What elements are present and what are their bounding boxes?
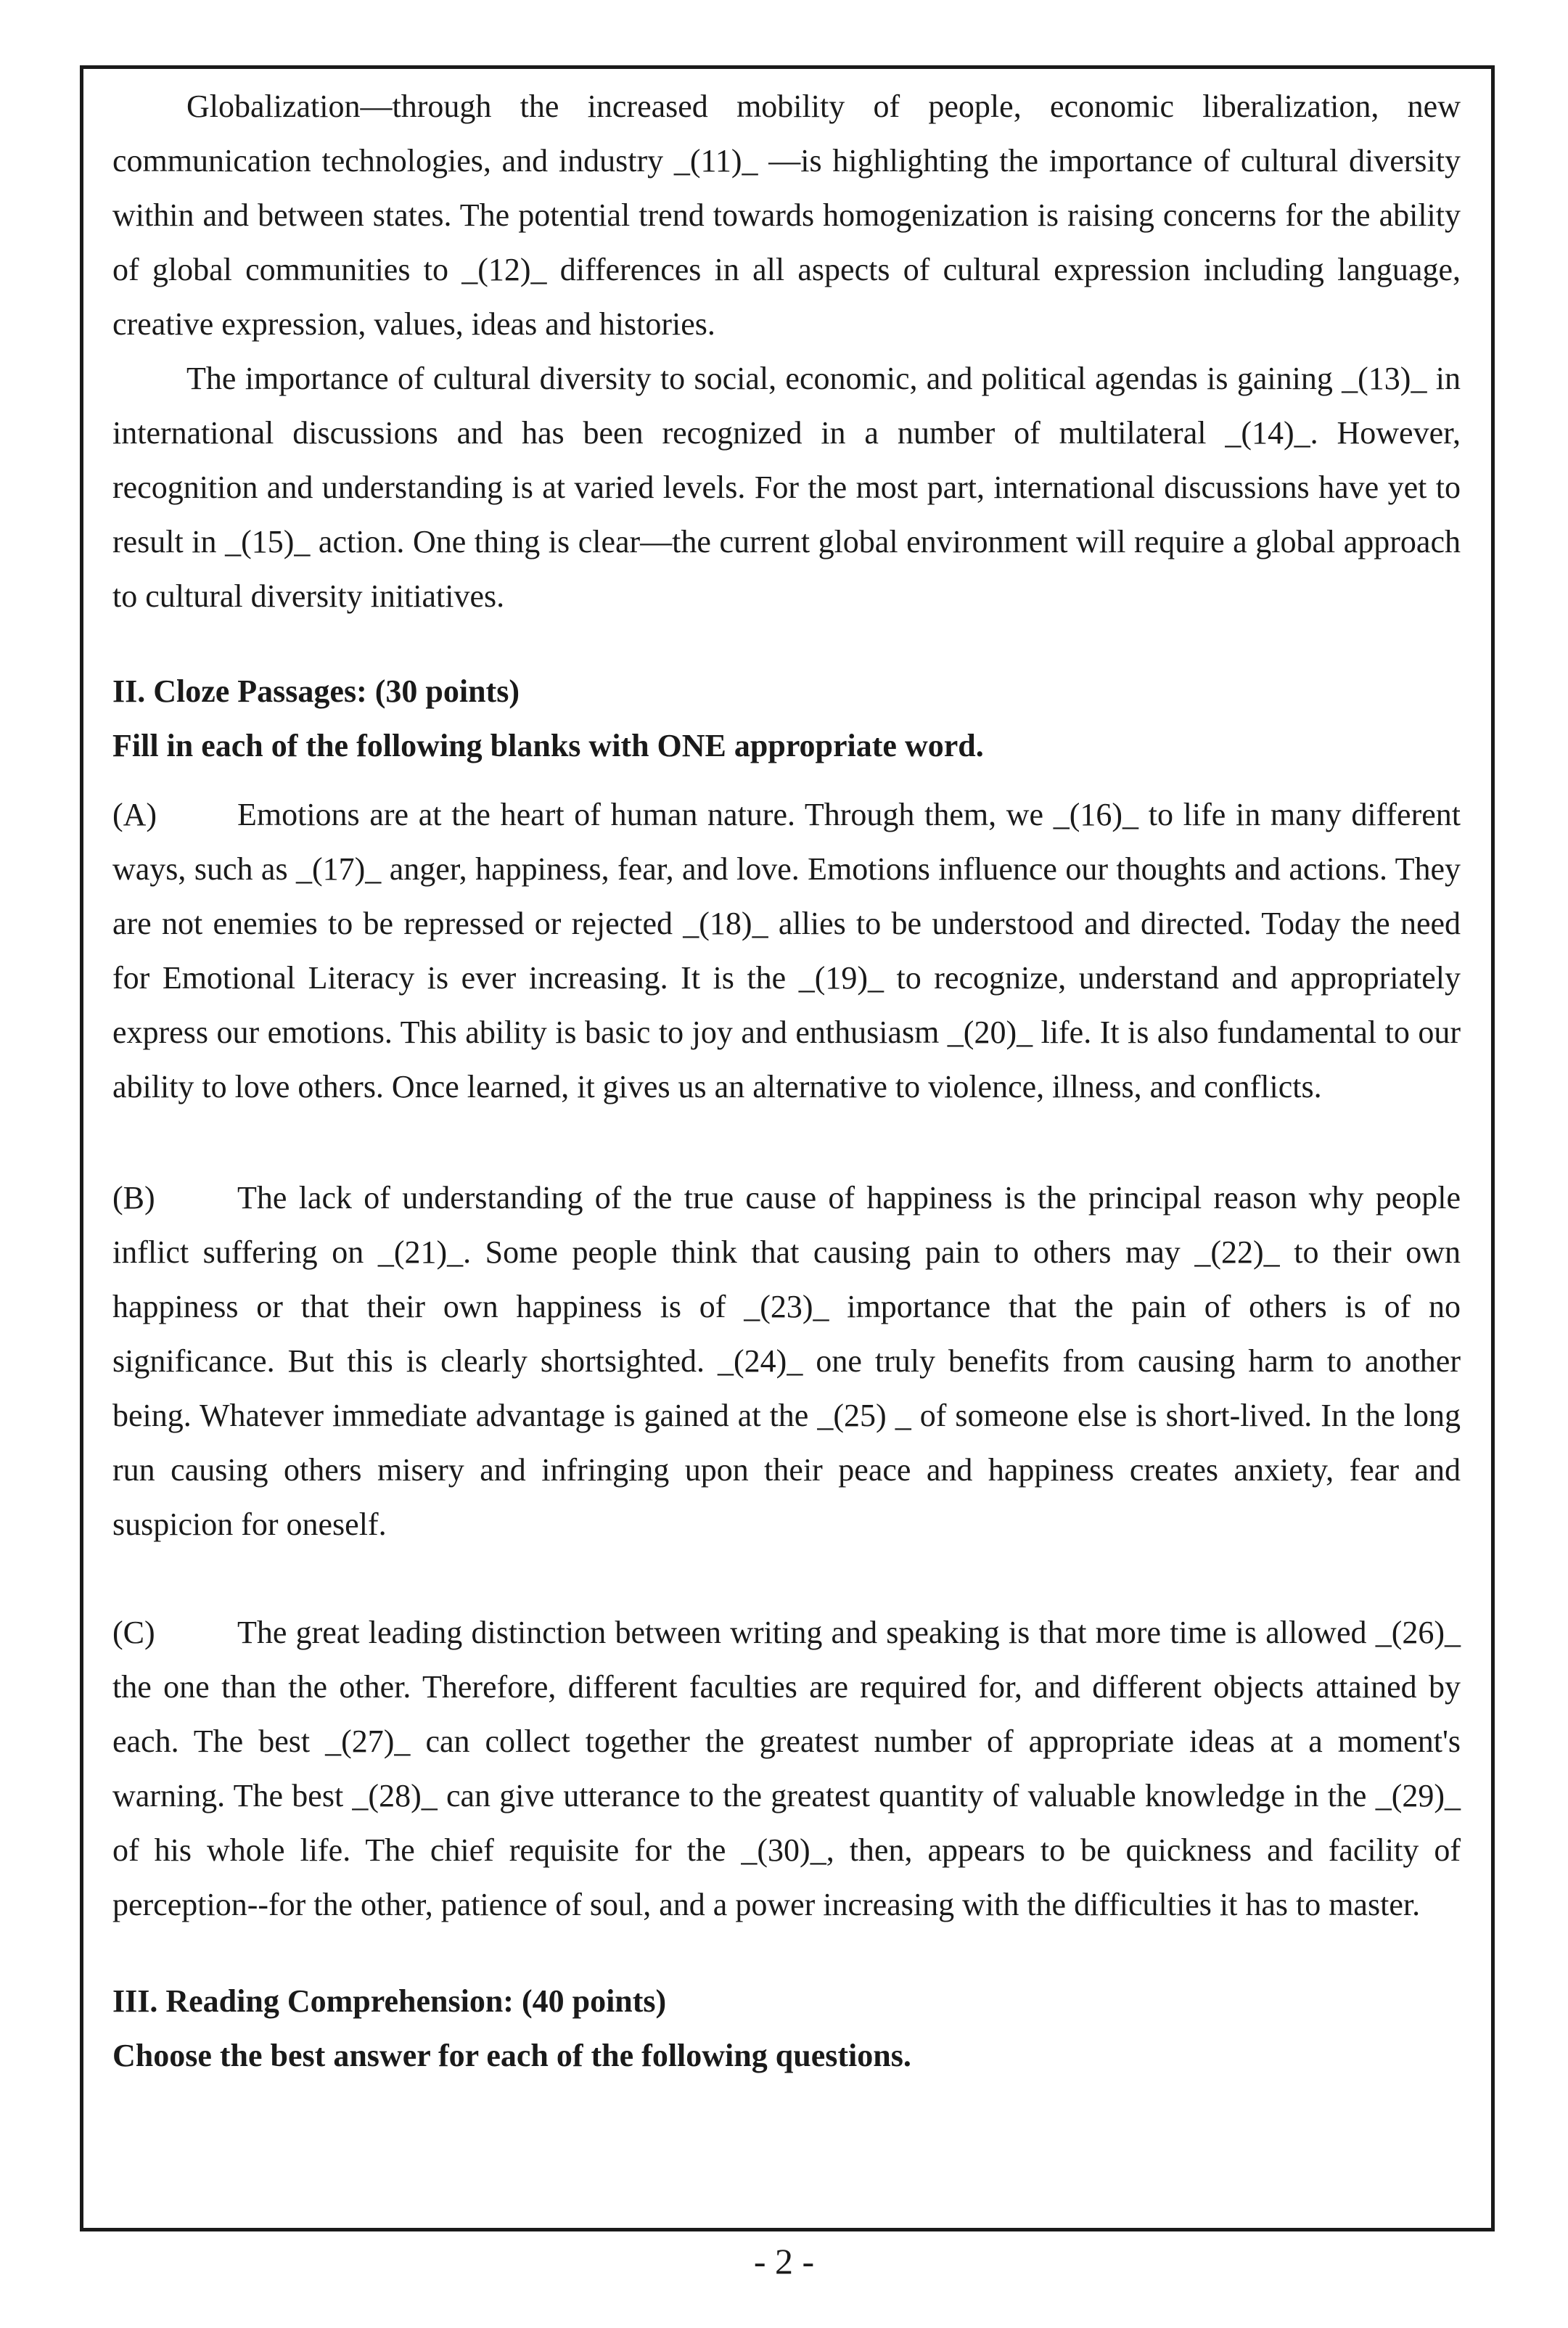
cloze-passage-a	[112, 787, 1461, 1114]
section-3-instruction: Choose the best answer for each of the following questions.	[112, 2038, 911, 2073]
passage-label-c: (C)	[112, 1615, 155, 1650]
section-2-instruction: Fill in each of the following blanks with ONE appropriate word.	[112, 728, 984, 763]
passage-text-c: The great leading distinction between writing and speaking is that more time is allowed _(26)_ the one than the other. Therefore, different faculties are required for, and different objects attained by each. The best _(27)_ can collect together the greatest number of appropriate ideas at a moment's warning. The best _(28)_ can give utterance to the greatest quantity of valuable knowledge in the _(29)_ of his whole life. The chief requisite for the _(30)_, then, appears to be quickness and facility of perception--for the other, patience of soul, and a power increasing with the difficulties it has to master.	[112, 1615, 1461, 1922]
cloze-passage-c	[112, 1605, 1461, 1932]
section-2-title: II. Cloze Passages: (30 points)	[112, 673, 520, 709]
passage-text-a: Emotions are at the heart of human nature. Through them, we _(16)_ to life in many different ways, such as _(17)_ anger, happiness, fear, and love. Emotions influence our thoughts and actions. They are not enemies to be repressed or rejected _(18)_ allies to be understood and directed. Today the need for Emotional Literacy is ever increasing. It is the _(19)_ to recognize, understand and appropriately express our emotions. This ability is basic to joy and enthusiasm _(20)_ life. It is also fundamental to our ability to love others. Once learned, it gives us an alternative to violence, illness, and conflicts.	[112, 797, 1461, 1104]
exam-page-frame	[80, 65, 1495, 2231]
passage-label-a: (A)	[112, 797, 157, 832]
passage-paragraph-2: The importance of cultural diversity to social, economic, and political agendas is gaining _(13)_ in international discussions and has been recognized in a number of multilateral _(14)_. However, recognition and understanding is at varied levels. For the most part, international discussions have yet to result in _(15)_ action. One thing is clear—the current global environment will require a global approach to cultural diversity initiatives.	[112, 361, 1461, 614]
section-3-title: III. Reading Comprehension: (40 points)	[112, 1983, 667, 2019]
cloze-passage-b	[112, 1171, 1461, 1552]
passage-label-b: (B)	[112, 1180, 155, 1216]
page-number: - 2 -	[753, 2241, 815, 2282]
passage-paragraph-1: Globalization—through the increased mobility of people, economic liberalization, new communication technologies, and industry _(11)_ —is highlighting the importance of cultural diversity within and between states. The potential trend towards homogenization is raising concerns for the ability of global communities to _(12)_ differences in all aspects of cultural expression including language, creative expression, values, ideas and histories.	[112, 89, 1461, 342]
passage-text-b: The lack of understanding of the true cause of happiness is the principal reason why people inflict suffering on _(21)_. Some people think that causing pain to others may _(22)_ to their own happiness or that their own happiness is of _(23)_ importance that the pain of others is of no significance. But this is clearly shortsighted. _(24)_ one truly benefits from causing harm to another being. Whatever immediate advantage is gained at the _(25) _ of someone else is short-lived. In the long run causing others misery and infringing upon their peace and happiness creates anxiety, fear and suspicion for oneself.	[112, 1180, 1461, 1542]
